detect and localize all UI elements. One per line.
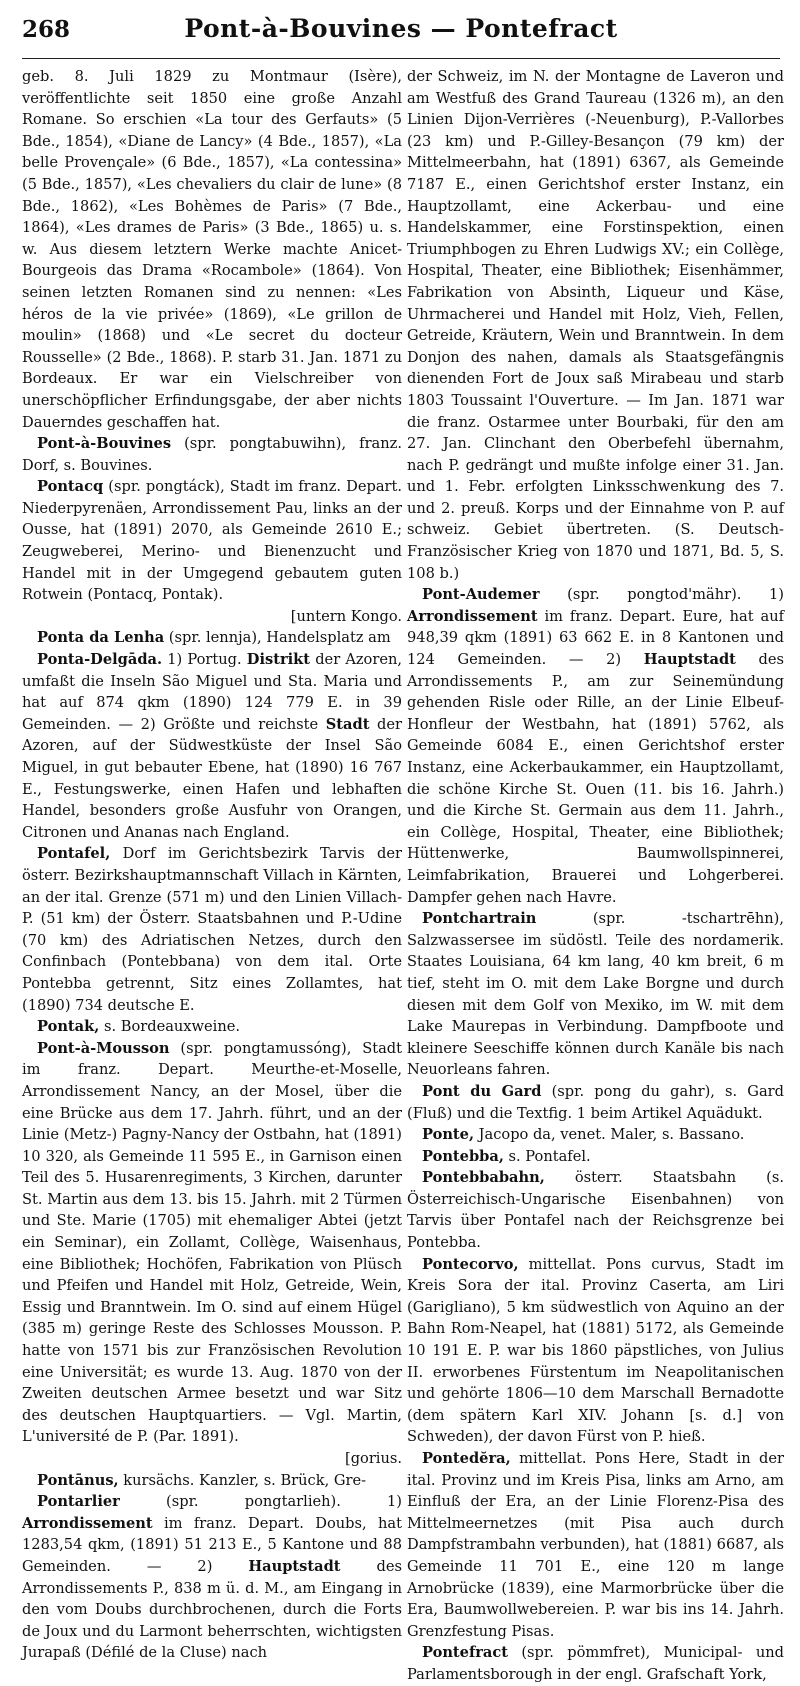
entry-headword: Pont du Gard xyxy=(422,1082,542,1100)
entry-headword: Pontedĕra, xyxy=(422,1450,511,1467)
entry-ponte xyxy=(407,1124,784,1146)
overflow-fragment: [untern Kongo. xyxy=(290,607,402,625)
entry-text: des Arrondissements P., 838 m ü. d. M., am Eingang in den vom Doubs durchbrochenen, durch die Forts de Joux und du Larmont beherrschten, wichtigsten Jurapaß (Défilé de la Cluse) nach xyxy=(22,1557,402,1662)
entry-headword: Ponta da Lenha xyxy=(37,629,165,647)
entry-text: (spr. -tschartrēhn), Salzwassersee im südöstl. Teile des nordamerik. Staates Louisiana, 64 km lang, 40 km breit, 6 m tief, steht im O. mit dem Lake Borgne und durch diesen mit dem Golf von Mexiko, im W. mit dem Lake Maurepas in Verbindung. Dampfboote und kleinere Seeschiffe können durch Kanäle bis nach Neuorleans fahren. xyxy=(407,910,784,1079)
entry-headword: Hauptstadt xyxy=(248,1557,341,1575)
entry-text: (spr. pongtod'mähr). 1) xyxy=(539,586,784,604)
entry-pont-a-bouvines xyxy=(22,433,402,476)
entry-text: Jacopo da, venet. Maler, s. Bassano. xyxy=(474,1126,745,1144)
entry-pontarlier-cont xyxy=(407,66,784,584)
entry-text: s. Pontafel. xyxy=(503,1147,591,1165)
entry-headword: Pont-à-Bouvines xyxy=(37,435,172,453)
entry-headword: Pontchartrain xyxy=(422,910,537,928)
entry-text: im franz. Depart. Doubs, hat 1283,54 qkm, (1891) 51 213 E., 5 Kantone und 88 Gemeinden. — 2) xyxy=(22,1514,402,1575)
entry-text: im franz. Depart. Eure, hat auf 948,39 qkm (1891) 63 662 E. in 8 Kantonen und 124 Gemeinden. — 2) xyxy=(407,607,784,669)
page-number: 268 xyxy=(22,16,71,43)
running-head: Pont-à-Bouvines — Pontefract xyxy=(184,14,618,43)
entry-headword: Arrondissement xyxy=(22,1514,153,1532)
entry-pontedera xyxy=(407,1448,784,1642)
entry-pontecorvo xyxy=(407,1254,784,1448)
entry-headword: Pontefract xyxy=(422,1644,509,1662)
entry-text: (spr. pongtáck), Stadt im franz. Depart. Niederpyrenäen, Arrondissement Pau, links an der Ousse, hat (1891) 2070, als Gemeinde 2610 E.; Zeugweberei, Merino- und Bienenzucht und Handel mit in der Umgegend gebautem guten Rotwein (Pontacq, Pontak). xyxy=(22,478,402,604)
entry-headword: Arrondissement xyxy=(407,607,538,625)
overflow-fragment: [gorius. xyxy=(345,1450,402,1467)
entry-text: des Arrondissements P., am zur Seinemündung gehenden Risle oder Rille, an der Linie Elbeuf-Honfleur der Westbahn, hat (1891) 5762, als Gemeinde 6084 E., einen Gerichtshof erster Instanz, eine Ackerbaukammer, ein Hauptzollamt, die schöne Kirche St. Ouen (11. bis 16. Jahrh.) und die Kirche St. Germain aus dem 11. Jahrh., ein Collège, Hospital, Theater, eine Bibliothek; Hüttenwerke, Baumwollspinnerei, Leimfabrikation, Brauerei und Lohgerberei. Dampfer gehen nach Havre. xyxy=(407,651,785,906)
entry-text: der Schweiz, im N. der Montagne de Laveron und am Westfuß des Grand Taureau (1326 m), an den Linien Dijon-Verrières (-Neuenburg), P.-Vallorbes (23 km) und P.-Gilley-Besançon (79 km) der Mittelmeerbahn, hat (1891) 6367, als Gemeinde 7187 E., einen Gerichtshof erster Instanz, ein Hauptzollamt, eine Ackerbau- und eine Handelskammer, eine Forstinspektion, einen Triumphbogen zu Ehren Ludwigs XV.; ein Collège, Hospital, Theater, eine Bibliothek; Eisenhämmer, Fabrikation von Absinth, Liqueur und Käse, Uhrmacherei und Handel mit Holz, Vieh, Fellen, Getreide, Kräutern, Wein und Branntwein. In dem Donjon des nahen, damals als Staatsgefängnis dienenden Fort de Joux saß Mirabeau und starb 1803 Toussaint l'Ouverture. — Im Jan. 1871 war die franz. Ostarmee unter Bourbaki, für den am 27. Jan. Clinchant den Oberbefehl übernahm, nach P. gedrängt und mußte infolge einer 31. Jan. und 1. Febr. erfolgten Linksschwenkung des 7. und 2. preuß. Korps und der Einnahme von P. auf schweiz. Gebiet übertreten. (S. Deutsch-Französischer Krieg von 1870 und 1871, Bd. 5, S. 108 b.) xyxy=(407,68,784,582)
entry-pont-audemer xyxy=(407,584,784,908)
entry-text: der Azoren, auf der Südwestküste der Insel São Miguel, in gut bebauter Ebene, hat (1890) 16 767 E., Festungswerke, einen Hafen und lebhaften Handel, besonders große Ausfuhr von Orangen, Citronen und Ananas nach England. xyxy=(22,715,403,841)
entry-pontacq xyxy=(22,476,402,627)
entry-headword: Pont-Audemer xyxy=(422,586,540,604)
entry-headword: Stadt xyxy=(325,715,370,733)
entry-text: mittellat. Pons Here, Stadt in der ital. Provinz und im Kreis Pisa, links am Arno, am Einfluß der Era, an der Linie Florenz-Pisa des Mittelmeernetzes (mit Pisa auch durch Dampfstrambahn verbunden), hat (1881) 6687, als Gemeinde 11 701 E., eine 120 m lange Arnobrücke (1839), eine Marmorbrücke über die Era, Baumwollwebereien. P. war bis ins 14. Jahrh. Grenzfestung Pisas. xyxy=(407,1450,784,1640)
entry-text: österr. Staatsbahn (s. Österreichisch-Ungarische Eisenbahnen) von Tarvis über Pontafel nach der Reichsgrenze bei Pontebba. xyxy=(407,1169,784,1252)
entry-text: Dorf im Gerichtsbezirk Tarvis der österr. Bezirkshauptmannschaft Villach in Kärnten, an der ital. Grenze (571 m) und den Linien Villach-P. (51 km) der Österr. Staatsbahnen und P.-Udine (70 km) des Adriatischen Netzes, durch den Confinbach (Pontebbana) von dem ital. Orte Pontebba getrennt, Sitz eines Zollamtes, hat (1890) 734 deutsche E. xyxy=(22,845,402,1014)
entry-pontebbabahn xyxy=(407,1167,784,1253)
entry-text: mittellat. Pons curvus, Stadt im Kreis Sora der ital. Provinz Caserta, am Liri (Garigliano), 5 km südwestlich von Aquino an der Bahn Rom-Neapel, hat (1881) 5172, als Gemeinde 10 191 E. P. war bis 1860 päpstliches, von Julius II. erworbenes Fürstentum im Neapolitanischen und gehörte 1806—10 dem Marschall Bernadotte (dem spätern Karl XIV. Johann [s. d.] von Schweden), der davon Fürst von P. hieß. xyxy=(407,1255,784,1446)
entry-pontafel xyxy=(22,843,402,1016)
entry-headword: Pontak, xyxy=(37,1018,100,1036)
entry-headword: Pontānus, xyxy=(37,1471,119,1489)
entry-pontebba xyxy=(407,1146,784,1168)
entry-text: geb. 8. Juli 1829 zu Montmaur (Isère), veröffentlichte seit 1850 eine große Anzahl Romane. So erschien «La tour des Gerfauts» (5 Bde., 1854), «Diane de Lancy» (4 Bde., 1857), «La belle Provençale» (6 Bde., 1857), «La contessina» (5 Bde., 1857), «Les chevaliers du clair de lune» (8 Bde., 1862), «Les Bohèmes de Paris» (7 Bde., 1864), «Les drames de Paris» (3 Bde., 1865) u. s. w. Aus diesem letztern Werke machte Anicet-Bourgeois das Drama «Rocambole» (1864). Von seinen letzten Romanen sind zu nennen: «Les héros de la vie privée» (1869), «Le grillon de moulin» (1868) und «Le secret du docteur Rousselle» (2 Bde., 1868). P. starb 31. Jan. 1871 zu Bordeaux. Er war ein Vielschreiber von unerschöpflicher Erfindungsgabe, der aber nichts Dauerndes geschaffen hat. xyxy=(22,68,402,431)
entry-pontarlier xyxy=(22,1491,402,1664)
entry-pontak xyxy=(22,1016,402,1038)
entry-headword: Ponta-Delgāda. xyxy=(37,651,163,669)
entry-pontanus xyxy=(22,1470,402,1492)
entry-pont-a-mousson xyxy=(22,1038,402,1470)
entry-text: (spr. pongtamussóng), Stadt im franz. Depart. Meurthe-et-Moselle, Arrondissement Nancy, an der Mosel, über die eine Brücke aus dem 17. Jahrh. führt, und an der Linie (Metz-) Pagny-Nancy der Ostbahn, hat (1891) 10 320, als Gemeinde 11 595 E., in Garnison einen Teil des 5. Husarenregiments, 3 Kirchen, darunter St. Martin aus dem 13. bis 15. Jahrh. mit 2 Türmen und Ste. Marie (1705) mit ehemaliger Abtei (jetzt ein Seminar), ein Zollamt, Collège, Waisenhaus, eine Bibliothek; Hochöfen, Fabrikation von Plüsch und Pfeifen und Handel mit Holz, Getreide, Wein, Essig und Branntwein. Im O. sind auf einem Hügel (385 m) geringe Reste des Schlosses Mousson. P. hatte von 1571 bis zur Französischen Revolution eine Universität; es wurde 13. Aug. 1870 von der Zweiten deutschen Armee besetzt und war Sitz des deutschen Hauptquartiers. — Vgl. Martin, L'université de P. (Par. 1891). xyxy=(22,1039,402,1446)
entry-text: s. Bordeauxweine. xyxy=(99,1018,240,1036)
entry-headword: Distrikt xyxy=(246,651,311,669)
entry-ponson xyxy=(22,66,402,433)
entry-text: kursächs. Kanzler, s. Brück, Gre- xyxy=(118,1471,367,1489)
entry-text: (spr. pongtarlieh). 1) xyxy=(119,1493,402,1511)
entry-text: (spr. pömmfret), Municipal- und Parlamentsborough in der engl. Grafschaft York, xyxy=(407,1644,784,1683)
right-column xyxy=(407,66,785,1683)
entry-headword: Pontarlier xyxy=(37,1493,120,1511)
entry-headword: Pontacq xyxy=(37,478,104,496)
entry-headword: Pont-à-Mousson xyxy=(37,1039,170,1057)
entry-ponta-da-lenha xyxy=(22,627,402,649)
entry-headword: Pontecorvo, xyxy=(422,1255,519,1273)
entry-text: 1) Portug. xyxy=(162,651,247,669)
entry-pontchartrain xyxy=(407,908,784,1081)
page-header xyxy=(22,6,780,66)
entry-headword: Pontebba, xyxy=(422,1147,504,1165)
header-rule xyxy=(22,58,780,59)
entry-headword: Ponte, xyxy=(422,1126,475,1144)
entry-ponta-delgada xyxy=(22,649,402,843)
entry-headword: Pontafel, xyxy=(37,845,111,863)
entry-headword: Hauptstadt xyxy=(643,651,736,669)
entry-text: (spr. pongtabuwihn), franz. Dorf, s. Bouvines. xyxy=(22,435,402,474)
entry-pontefract xyxy=(407,1642,784,1685)
entry-pont-du-gard xyxy=(407,1081,784,1124)
entry-text: (spr. lennja), Handelsplatz am xyxy=(164,629,391,647)
left-column xyxy=(22,66,403,1662)
entry-text: der Azoren, umfaßt die Inseln São Miguel und Sta. Maria und hat auf 874 qkm (1890) 124 779 E. in 39 Gemeinden. — 2) Größte und reichste xyxy=(22,651,402,733)
entry-text: (spr. pong du gahr), s. Gard (Fluß) und die Textfig. 1 beim Artikel Aquädukt. xyxy=(407,1082,784,1122)
entry-headword: Pontebbabahn, xyxy=(422,1169,545,1187)
